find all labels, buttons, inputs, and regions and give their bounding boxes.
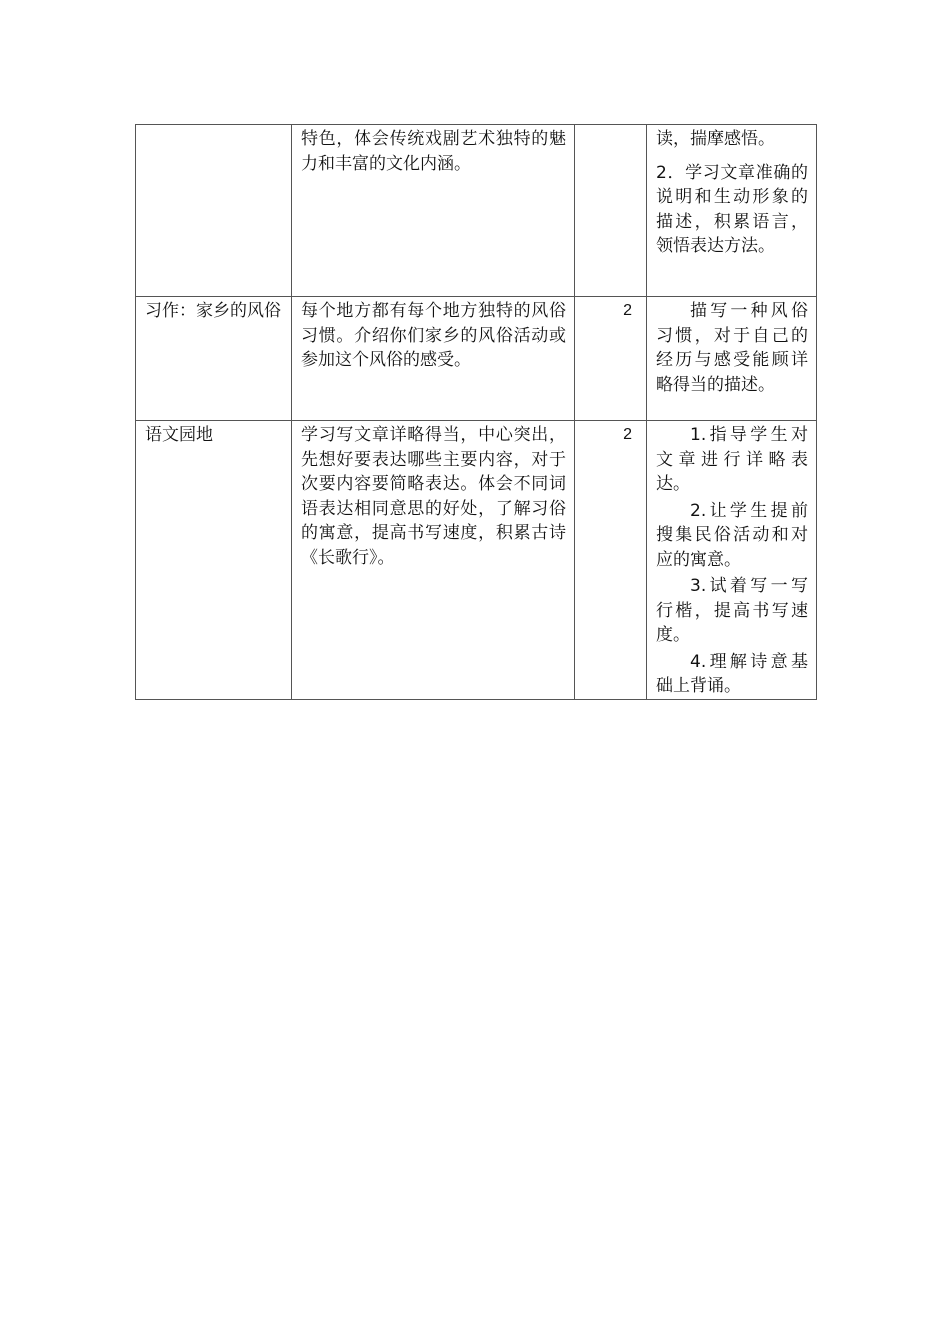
goal-item: 描写一种风俗习惯，对于自己的经历与感受能顾详略得当的描述。 (656, 301, 808, 395)
table-row (136, 421, 817, 700)
hours-cell: 2 (575, 297, 647, 421)
lesson-cell: 语文园地 (136, 421, 292, 700)
curriculum-table (135, 124, 817, 700)
hours-cell (575, 125, 647, 297)
goal-item: 3.试着写一写行楷，提高书写速度。 (656, 576, 808, 645)
content-cell: 每个地方都有每个地方独特的风俗习惯。介绍你们家乡的风俗活动或参加这个风俗的感受。 (292, 297, 575, 421)
content-cell: 学习写文章详略得当，中心突出，先想好要表达哪些主要内容，对于次要内容要简略表达。体会不同词语表达相同意思的好处，了解习俗的寓意，提高书写速度，积累古诗《长歌行》。 (292, 421, 575, 700)
goal-item: 1.指导学生对文章进行详略表达。 (656, 425, 808, 494)
goal-item: 读，揣摩感悟。 (656, 129, 775, 149)
lesson-cell: 习作：家乡的风俗 (136, 297, 292, 421)
goals-cell (647, 297, 817, 421)
content-cell: 特色，体会传统戏剧艺术独特的魅力和丰富的文化内涵。 (292, 125, 575, 297)
goal-item: 2.让学生提前搜集民俗活动和对应的寓意。 (656, 500, 808, 570)
goal-item: 4.理解诗意基础上背诵。 (656, 651, 808, 696)
goals-cell (647, 421, 817, 700)
goal-item: 2．学习文章准确的说明和生动形象的描述，积累语言，领悟表达方法。 (656, 162, 808, 256)
table-row (136, 297, 817, 421)
goals-cell (647, 125, 817, 297)
table-row (136, 125, 817, 297)
hours-cell: 2 (575, 421, 647, 700)
lesson-cell (136, 125, 292, 297)
